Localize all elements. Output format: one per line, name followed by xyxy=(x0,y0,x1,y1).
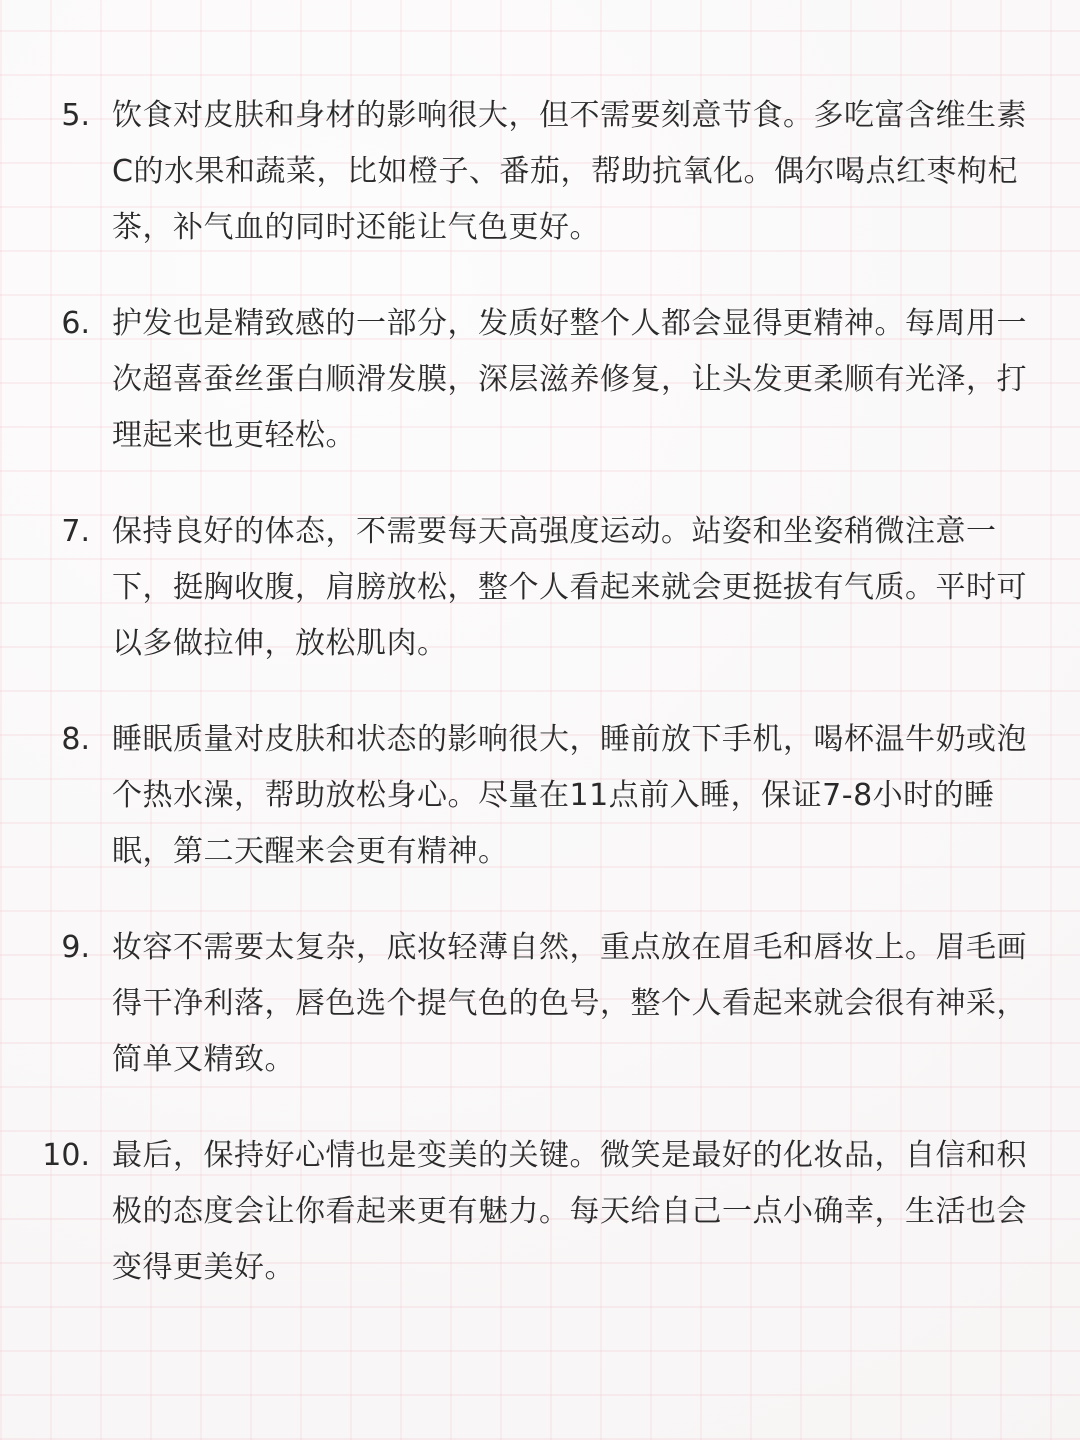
item-number: 6. xyxy=(61,306,90,341)
item-number: 8. xyxy=(61,722,90,757)
item-text: 护发也是精致感的一部分，发质好整个人都会显得更精神。每周用一次超喜蚕丝蛋白顺滑发膜，深层滋养修复，让头发更柔顺有光泽，打理起来也更轻松。 xyxy=(112,306,1027,453)
item-text: 保持良好的体态，不需要每天高强度运动。站姿和坐姿稍微注意一下，挺胸收腹，肩膀放松，整个人看起来就会更挺拔有气质。平时可以多做拉伸，放松肌肉。 xyxy=(112,514,1027,661)
item-number: 7. xyxy=(61,514,90,549)
item-number: 9. xyxy=(61,930,90,965)
item-text: 最后，保持好心情也是变美的关键。微笑是最好的化妆品，自信和积极的态度会让你看起来更有魅力。每天给自己一点小确幸，生活也会变得更美好。 xyxy=(112,1138,1027,1285)
item-number: 10. xyxy=(42,1138,90,1173)
item-text: 睡眠质量对皮肤和状态的影响很大，睡前放下手机，喝杯温牛奶或泡个热水澡，帮助放松身心。尽量在11点前入睡，保证7-8小时的睡眠，第二天醒来会更有精神。 xyxy=(112,722,1027,869)
item-text: 妆容不需要太复杂，底妆轻薄自然，重点放在眉毛和唇妆上。眉毛画得干净利落，唇色选个提气色的色号，整个人看起来就会很有神采，简单又精致。 xyxy=(112,930,1027,1077)
item-text: 饮食对皮肤和身材的影响很大，但不需要刻意节食。多吃富含维生素C的水果和蔬菜，比如橙子、番茄，帮助抗氧化。偶尔喝点红枣枸杞茶，补气血的同时还能让气色更好。 xyxy=(112,98,1027,245)
item-number: 5. xyxy=(61,98,90,133)
